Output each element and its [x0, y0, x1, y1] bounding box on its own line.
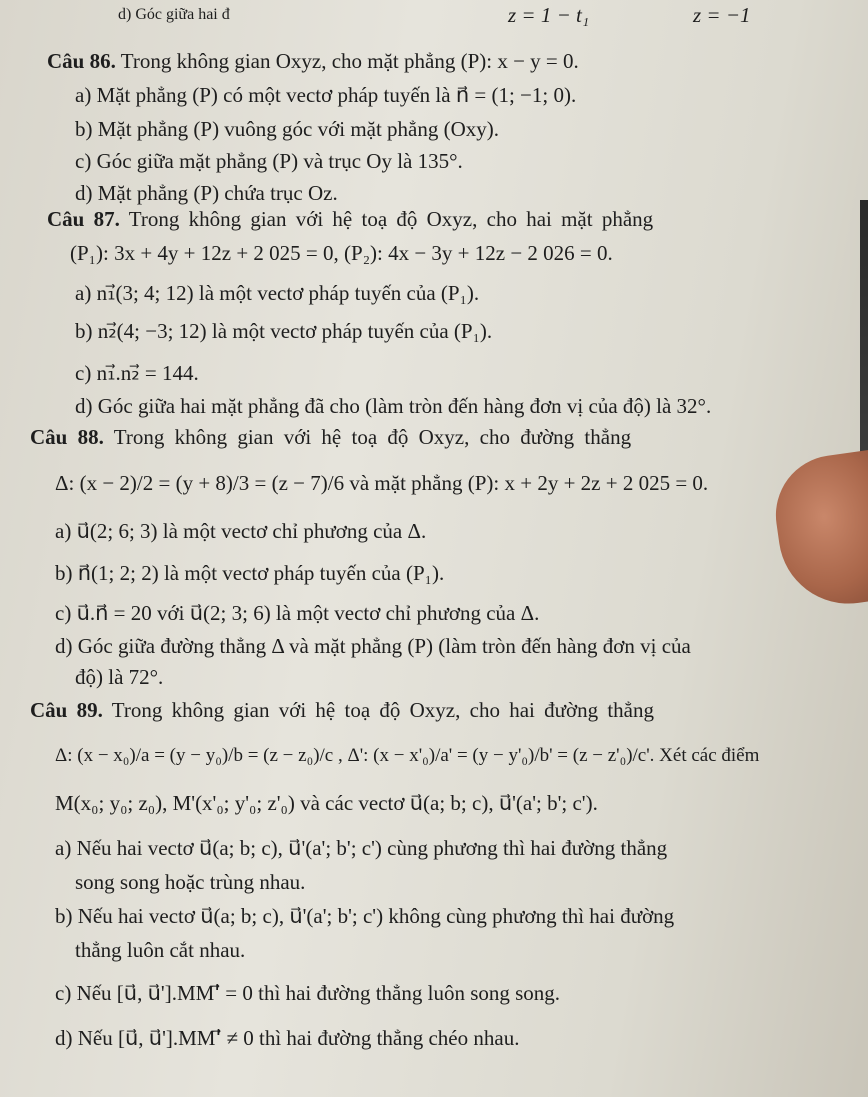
q86-c: c) Góc giữa mặt phẳng (P) và trục Oy là 135°.: [75, 149, 463, 173]
q89-b-line2: thẳng luôn cắt nhau.: [75, 938, 246, 962]
q87-text: Trong không gian với hệ toạ độ Oxyz, cho hai mặt phẳng: [128, 207, 654, 231]
q86-b: b) Mặt phẳng (P) vuông góc với mặt phẳng (Oxy).: [75, 117, 500, 141]
q87-stem: [47, 206, 653, 232]
q89-a-line2: song song hoặc trùng nhau.: [75, 870, 306, 894]
q88-d-line1: d) Góc giữa đường thẳng Δ và mặt phẳng (P) (làm tròn đến hàng đơn vị của: [55, 634, 691, 658]
finger-photo-artifact: [768, 447, 868, 612]
top-eq-1: z = 1 − t₁: [508, 3, 590, 27]
q89-text: Trong không gian với hệ toạ độ Oxyz, cho hai đường thẳng: [111, 698, 654, 722]
q89-stem: [30, 697, 654, 723]
q88-line: Δ: (x − 2)/2 = (y + 8)/3 = (z − 7)/6 và mặt phẳng (P): x + 2y + 2z + 2 025 = 0.: [55, 471, 709, 495]
q87-b: b) n₂⃗(4; −3; 12) là một vectơ pháp tuyến của (P₁).: [75, 319, 493, 343]
q88-number: Câu 88.: [30, 425, 104, 449]
q86-number: Câu 86.: [47, 49, 116, 73]
q88-text: Trong không gian với hệ toạ độ Oxyz, cho đường thẳng: [113, 425, 632, 449]
q89-a-line1: a) Nếu hai vectơ u⃗(a; b; c), u⃗'(a'; b'; c') cùng phương thì hai đường thẳng: [55, 836, 668, 860]
q89-c: c) Nếu [u⃗, u⃗'].MM'⃗ = 0 thì hai đường thẳng luôn song song.: [55, 981, 561, 1005]
q89-number: Câu 89.: [30, 698, 103, 722]
q87-c: c) n₁⃗.n₂⃗ = 144.: [75, 361, 199, 385]
q88-stem: [30, 424, 631, 450]
q86-text: Trong không gian Oxyz, cho mặt phẳng (P): x − y = 0.: [120, 49, 579, 73]
q88-c: c) u⃗.n⃗ = 20 với u⃗(2; 3; 6) là một vectơ chỉ phương của Δ.: [55, 601, 540, 625]
q87-planes: (P₁): 3x + 4y + 12z + 2 025 = 0, (P₂): 4x − 3y + 12z − 2 026 = 0.: [70, 241, 613, 265]
q87-d: d) Góc giữa hai mặt phẳng đã cho (làm tròn đến hàng đơn vị của độ) là 32°.: [75, 394, 712, 418]
q88-d-line2: độ) là 72°.: [75, 665, 164, 689]
q89-lines: Δ: (x − x₀)/a = (y − y₀)/b = (z − z₀)/c , Δ': (x − x'₀)/a' = (y − y'₀)/b' = (z − z'₀)/c'. Xét các điểm: [55, 745, 760, 766]
q87-number: Câu 87.: [47, 207, 120, 231]
q88-a: a) u⃗(2; 6; 3) là một vectơ chỉ phương của Δ.: [55, 519, 427, 543]
top-fragment: d) Góc giữa hai đ: [118, 6, 230, 23]
q88-b: b) n⃗(1; 2; 2) là một vectơ pháp tuyến của (P₁).: [55, 561, 445, 585]
q86-a: a) Mặt phẳng (P) có một vectơ pháp tuyến là n⃗ = (1; −1; 0).: [75, 83, 577, 107]
q89-points: M(x₀; y₀; z₀), M'(x'₀; y'₀; z'₀) và các vectơ u⃗(a; b; c), u⃗'(a'; b'; c').: [55, 791, 598, 815]
q89-d: d) Nếu [u⃗, u⃗'].MM'⃗ ≠ 0 thì hai đường thẳng chéo nhau.: [55, 1026, 520, 1050]
top-eq-2: z = −1: [693, 3, 751, 27]
q89-b-line1: b) Nếu hai vectơ u⃗(a; b; c), u⃗'(a'; b'; c') không cùng phương thì hai đường: [55, 904, 675, 928]
q86-stem: [47, 48, 579, 74]
q86-d: d) Mặt phẳng (P) chứa trục Oz.: [75, 181, 338, 205]
q87-a: a) n₁⃗(3; 4; 12) là một vectơ pháp tuyến của (P₁).: [75, 281, 480, 305]
